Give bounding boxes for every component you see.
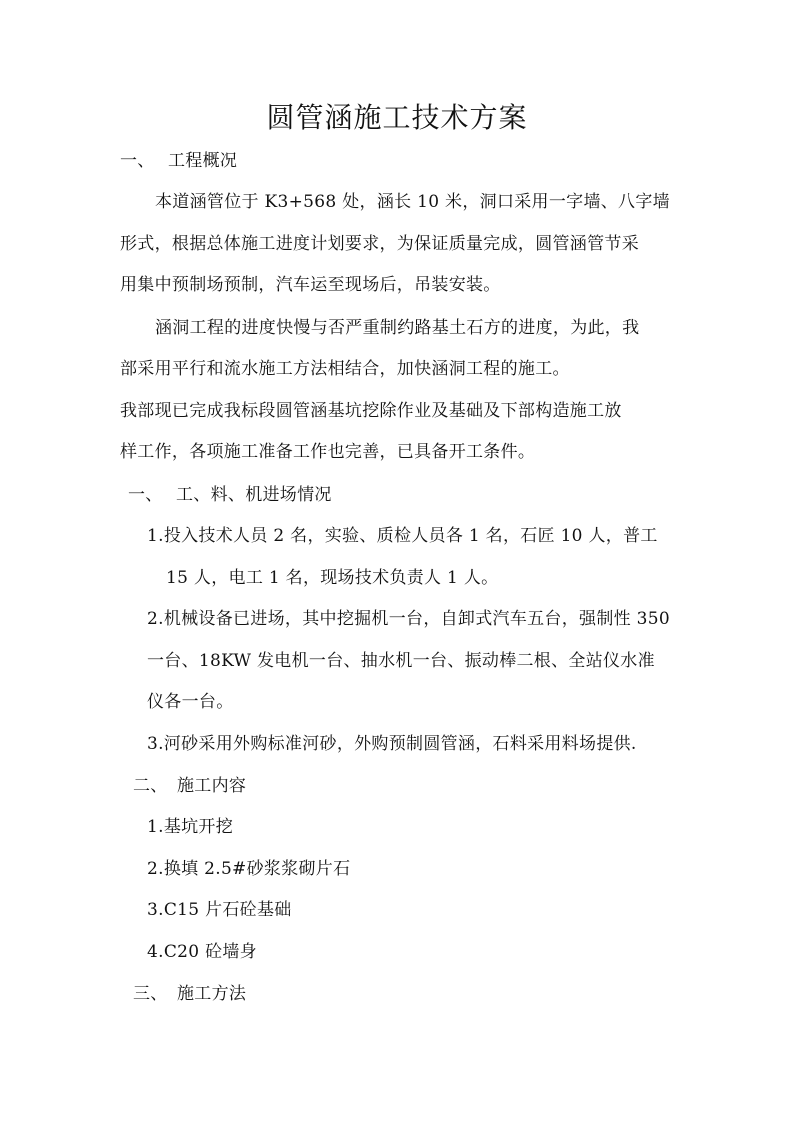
list-item: 3.C15 片石砼基础 (147, 900, 292, 920)
paragraph-line: 用集中预制场预制，汽车运至现场后，吊装安装。 (120, 275, 501, 295)
section-title: 施工内容 (177, 776, 247, 796)
paragraph-line: 形式，根据总体施工进度计划要求，为保证质量完成，圆管涵管节采 (120, 234, 639, 254)
section-title: 施工方法 (177, 984, 247, 1004)
list-item: 1.基坑开挖 (147, 817, 234, 837)
list-item-line: 1.投入技术人员 2 名，实验、质检人员各 1 名，石匠 10 人，普工 (147, 526, 658, 546)
section-number: 一、 (120, 151, 155, 171)
section-number: 二、 (133, 776, 168, 796)
list-item-line: 仪各一台。 (147, 692, 234, 712)
list-item-line: 15 人，电工 1 名，现场技术负责人 1 人。 (166, 568, 499, 588)
section-heading-method (133, 983, 246, 1005)
paragraph-line: 本道涵管位于 K3+568 处，涵长 10 米，洞口采用一字墙、八字墙 (155, 192, 670, 212)
list-item-line: 一台、18KW 发电机一台、抽水机一台、振动棒二根、全站仪水准 (147, 651, 655, 671)
list-item-line: 2.机械设备已进场，其中挖掘机一台，自卸式汽车五台，强制性 350 (147, 609, 670, 629)
list-item: 2.换填 2.5#砂浆浆砌片石 (147, 859, 351, 879)
section-title: 工、料、机进场情况 (176, 485, 332, 505)
section-title: 工程概况 (168, 151, 238, 171)
document-title: 圆管涵施工技术方案 (266, 101, 528, 134)
section-heading-overview (120, 150, 237, 172)
section-heading-content (133, 775, 246, 797)
section-number: 三、 (133, 984, 168, 1004)
paragraph-line: 我部现已完成我标段圆管涵基坑挖除作业及基础及下部构造施工放 (120, 401, 622, 421)
section-number: 一、 (128, 485, 163, 505)
paragraph-line: 部采用平行和流水施工方法相结合，加快涵洞工程的施工。 (120, 359, 570, 379)
list-item: 4.C20 砼墙身 (147, 942, 257, 962)
paragraph-line: 样工作，各项施工准备工作也完善，已具备开工条件。 (120, 442, 536, 462)
list-item-line: 3.河砂采用外购标准河砂，外购预制圆管涵，石料采用料场提供. (147, 734, 637, 754)
section-heading-arrival (128, 484, 332, 506)
paragraph-line: 涵洞工程的进度快慢与否严重制约路基土石方的进度，为此，我 (155, 318, 640, 338)
